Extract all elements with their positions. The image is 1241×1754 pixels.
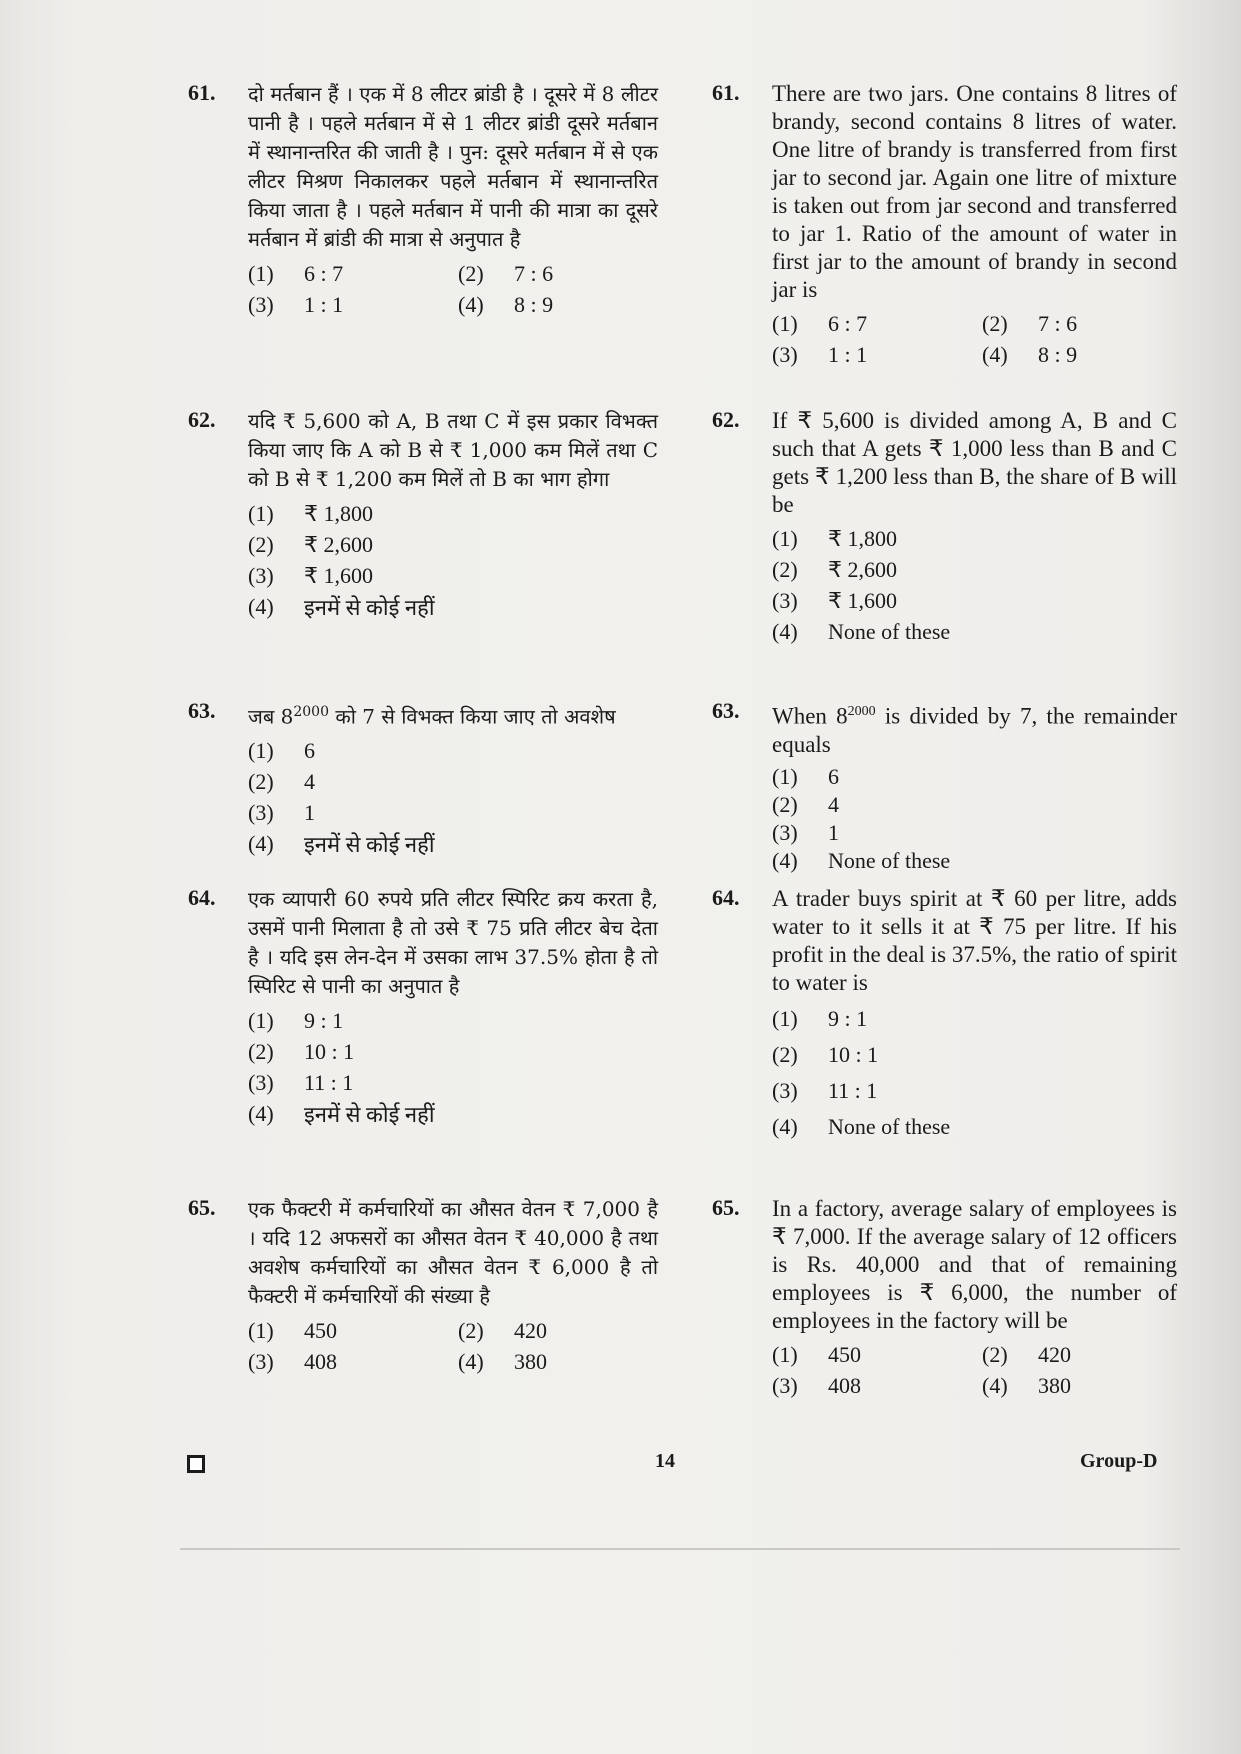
question-text: In a factory, average salary of employees is ₹ 7,000. If the average salary of 12 officers is Rs. 40,000 and that of remaining employees is ₹ 6,000, the number of employees in the factory will be <box>772 1196 1177 1333</box>
option: (3) ₹ 1,600 <box>772 587 897 613</box>
options <box>772 523 1177 647</box>
option: (3) 1 : 1 <box>772 341 868 367</box>
question-65-en <box>712 1195 1177 1401</box>
option: (4) 8 : 9 <box>982 341 1078 367</box>
question-text: If ₹ 5,600 is divided among A, B and C such that A gets ₹ 1,000 less than B and C gets ₹ 1,200 less than B, the share of B will be <box>772 408 1177 517</box>
option: (3) 1 <box>772 819 839 845</box>
question-number: 61. <box>188 80 216 105</box>
option: (3) 408 <box>772 1372 861 1398</box>
question-number: 61. <box>712 80 740 105</box>
option: (2) 4 <box>248 769 315 795</box>
option: (4) इनमें से कोई नहीं <box>248 593 435 620</box>
divider <box>180 1548 1180 1550</box>
option: (2) 4 <box>772 791 839 817</box>
option: (1) ₹ 1,800 <box>248 500 373 526</box>
option: (3) 1 <box>248 800 315 826</box>
options <box>772 308 1177 370</box>
question-62-en <box>712 407 1177 647</box>
option: (2) 420 <box>458 1317 547 1343</box>
option: (1) 9 : 1 <box>248 1007 344 1033</box>
question-63-en <box>712 698 1177 875</box>
question-number: 62. <box>712 407 740 432</box>
options <box>248 498 658 622</box>
square-marker-icon <box>187 1455 205 1473</box>
question-64-en <box>712 885 1177 1145</box>
option: (1) 450 <box>248 1317 337 1343</box>
question-64-hi <box>188 885 658 1129</box>
question-text: एक फैक्टरी में कर्मचारियों का औसत वेतन ₹ 7,000 है । यदि 12 अफसरों का औसत वेतन ₹ 40,000 है तथा अवशेष कर्मचारियों का औसत वेतन ₹ 6,000 है तो फैक्टरी में कर्मचारियों की संख्या है <box>248 1197 658 1308</box>
question-number: 64. <box>188 885 216 910</box>
options <box>772 763 1177 875</box>
question-text: A trader buys spirit at ₹ 60 per litre, adds water to it sells it at ₹ 75 per litre. If his profit in the deal is 37.5%, the ratio of spirit to water is <box>772 886 1177 995</box>
options <box>248 1005 658 1129</box>
option: (3) 11 : 1 <box>248 1069 354 1095</box>
option: (1) 6 <box>772 763 839 789</box>
group-label: Group-D <box>1080 1450 1158 1472</box>
question-61-en <box>712 80 1177 370</box>
options <box>772 1339 1177 1401</box>
question-62-hi <box>188 407 658 622</box>
question-number: 65. <box>712 1195 740 1220</box>
question-text: When $8^{2000}$ is divided by 7, the remainder equals <box>772 703 1177 757</box>
option: (4) None of these <box>772 847 951 873</box>
question-text: यदि ₹ 5,600 को A, B तथा C में इस प्रकार विभक्त किया जाए कि A को B से ₹ 1,000 कम मिलें तथा C को B से ₹ 1,200 कम मिलें तो B का भाग होगा <box>248 409 658 491</box>
question-text: जब $8^{2000}$ को 7 से विभक्त किया जाए तो अवशेष <box>248 704 616 729</box>
question-number: 63. <box>712 698 740 723</box>
option: (2) 420 <box>982 1341 1071 1367</box>
option: (3) 1 : 1 <box>248 291 344 317</box>
option: (3) 11 : 1 <box>772 1078 878 1103</box>
option: (2) ₹ 2,600 <box>772 556 897 582</box>
options <box>248 736 658 860</box>
option: (2) 7 : 6 <box>982 310 1078 336</box>
question-number: 63. <box>188 698 216 723</box>
options <box>772 1001 1177 1145</box>
option: (4) None of these <box>772 618 951 644</box>
option: (4) इनमें से कोई नहीं <box>248 831 435 858</box>
options <box>248 258 658 320</box>
question-text: There are two jars. One contains 8 litres of brandy, second contains 8 litres of water. One litre of brandy is transferred from first jar to second jar. Again one litre of mixture is taken out from jar second and transferred to jar 1. Ratio of the amount of water in first jar to the amount of brandy in second jar is <box>772 81 1177 302</box>
question-number: 65. <box>188 1195 216 1220</box>
option: (2) 7 : 6 <box>458 260 554 286</box>
option: (1) ₹ 1,800 <box>772 525 897 551</box>
option: (2) 10 : 1 <box>248 1038 355 1064</box>
option: (4) None of these <box>772 1114 951 1139</box>
option: (4) इनमें से कोई नहीं <box>248 1100 435 1127</box>
question-text: दो मर्तबान हैं । एक में 8 लीटर ब्रांडी है । दूसरे में 8 लीटर पानी है । पहले मर्तबान में से 1 लीटर ब्रांडी दूसरे मर्तबान में स्थानान्तरित की जाती है । पुन: दूसरे मर्तबान में से एक लीटर मिश्रण निकालकर पहले मर्तबान में स्थानान्तरित किया जाता है । पहले मर्तबान में पानी की मात्रा का दूसरे मर्तबान में ब्रांडी की मात्रा से अनुपात है <box>248 82 658 251</box>
options <box>248 1315 658 1377</box>
option: (3) ₹ 1,600 <box>248 562 373 588</box>
option: (2) ₹ 2,600 <box>248 531 373 557</box>
option: (1) 450 <box>772 1341 861 1367</box>
option: (1) 6 <box>248 738 315 764</box>
question-text: एक व्यापारी 60 रुपये प्रति लीटर स्पिरिट क्रय करता है, उसमें पानी मिलाता है तो उसे ₹ 75 प्रति लीटर बेच देता है । यदि इस लेन-देन में उसका लाभ 37.5% होता है तो स्पिरिट से पानी का अनुपात है <box>248 887 658 998</box>
option: (4) 380 <box>982 1372 1071 1398</box>
question-number: 62. <box>188 407 216 432</box>
option: (3) 408 <box>248 1348 337 1374</box>
question-65-hi <box>188 1195 658 1377</box>
option: (1) 6 : 7 <box>772 310 868 336</box>
question-number: 64. <box>712 885 740 910</box>
option: (1) 9 : 1 <box>772 1006 868 1031</box>
option: (4) 8 : 9 <box>458 291 554 317</box>
question-63-hi <box>188 698 658 860</box>
option: (4) 380 <box>458 1348 547 1374</box>
option: (1) 6 : 7 <box>248 260 344 286</box>
question-61-hi <box>188 80 658 320</box>
option: (2) 10 : 1 <box>772 1042 879 1067</box>
page-number: 14 <box>655 1450 675 1472</box>
